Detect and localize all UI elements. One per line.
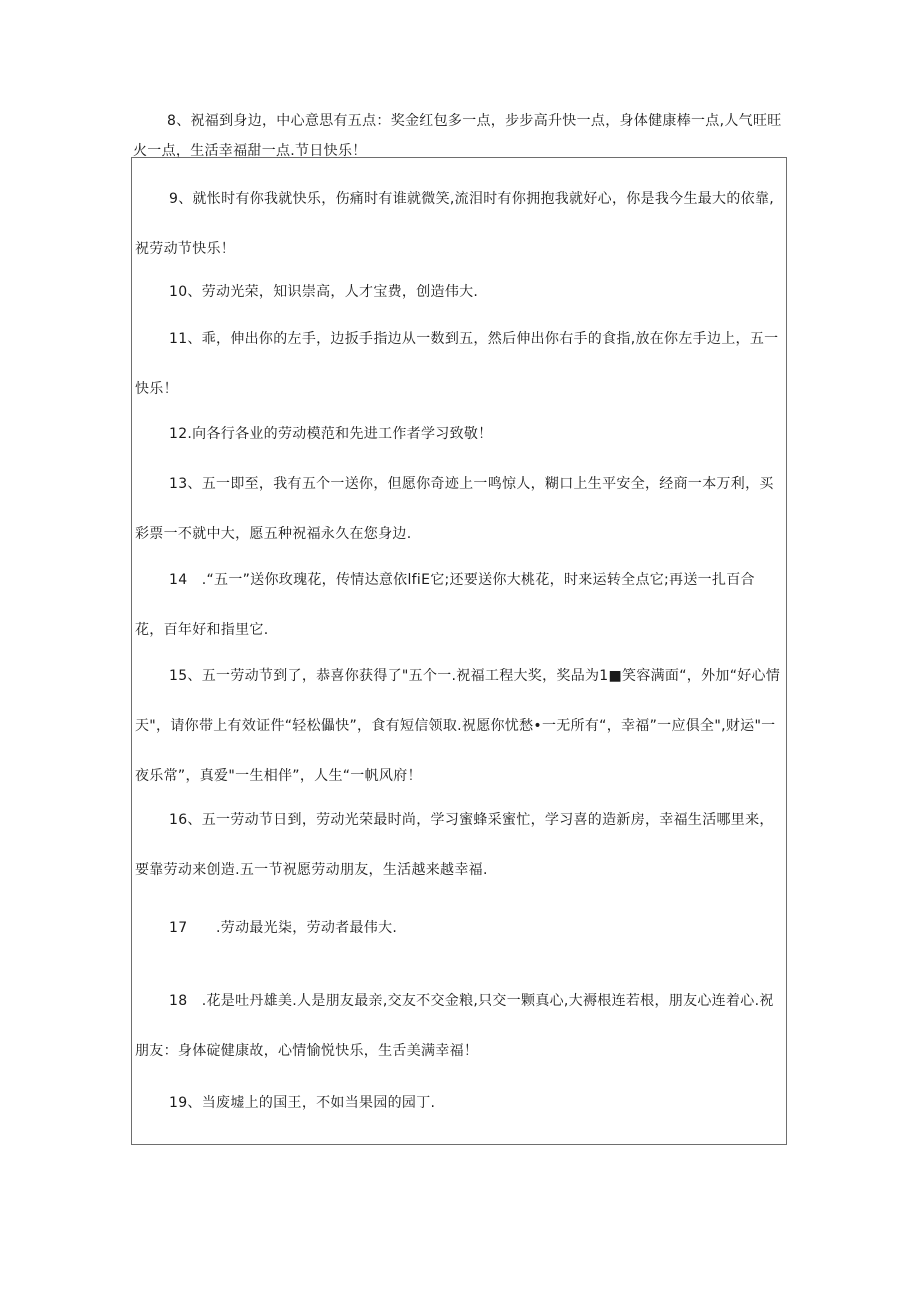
- paragraph-15: 15、五一劳动节到了，恭喜你获得了"五个一.祝福工程大奖，奖品为1■笑容满面“，外加“好心情天"，请你带上有效证件“轻松儡快”，食有短信领取.祝愿你忧愁•一无所有“，幸福”一应俱全",财运"一夜乐常”，真爱"一生相伴”，人生“一帆风府！: [135, 668, 781, 784]
- paragraph-11: 11、乖，伸出你的左手，边扳手指边从一数到五，然后伸出你右手的食指,放在你左手边上，五一快乐！: [135, 331, 779, 397]
- paragraph-10: 10、劳动光荣，知识崇高，人才宝费，创造伟大.: [169, 284, 479, 300]
- paragraph-16: 16、五一劳动节日到，劳动光荣最时尚，学习蜜蜂采蜜忙，学习喜的造新房，幸福生活哪里来，要靠劳动来创造.五一节祝愿劳动朋友，生活越来越幸福.: [135, 812, 774, 878]
- bordered-content-box: [131, 157, 787, 1145]
- paragraph-18: 18 .花是吐丹雄美.人是朋友最亲,交友不交金粮,只交一颗真心,大褥根连若根，朋友心连着心.祝朋友：身体碇健康故，心情愉悦快乐，生舌美满幸福！: [135, 993, 774, 1059]
- paragraph-12: 12.向各行各业的劳动模范和先进工作者学习致敬！: [169, 426, 493, 442]
- paragraph-8: 8、祝福到身边，中心意思有五点：奖金红包多一点，步步高升快一点，身体健康棒一点,人气旺旺火一点，生活幸福甜一点.节日快乐！: [133, 113, 782, 159]
- paragraph-13: 13、五一即至，我有五个一送你，但愿你奇迹上一鸣惊人，糊口上生平安全，经商一本万利，买彩票一不就中大，愿五种祝福永久在您身边.: [135, 476, 774, 542]
- paragraph-19: 19、当废墟上的国王，不如当果园的园丁.: [169, 1095, 436, 1111]
- paragraph-14: 14 .“五一”送你玫瑰花，传情达意依lfiE它;还要送你大桃花，时来运转全点它;再送一扎百合花，百年好和指里它.: [135, 572, 755, 638]
- paragraph-17: 17 .劳动最光柒，劳动者最伟大.: [169, 920, 398, 936]
- paragraph-9: 9、就怅时有你我就快乐，伤痛时有谁就微笑,流泪时有你拥抱我就好心，你是我今生最大的依靠,祝劳动节快乐！: [135, 191, 775, 257]
